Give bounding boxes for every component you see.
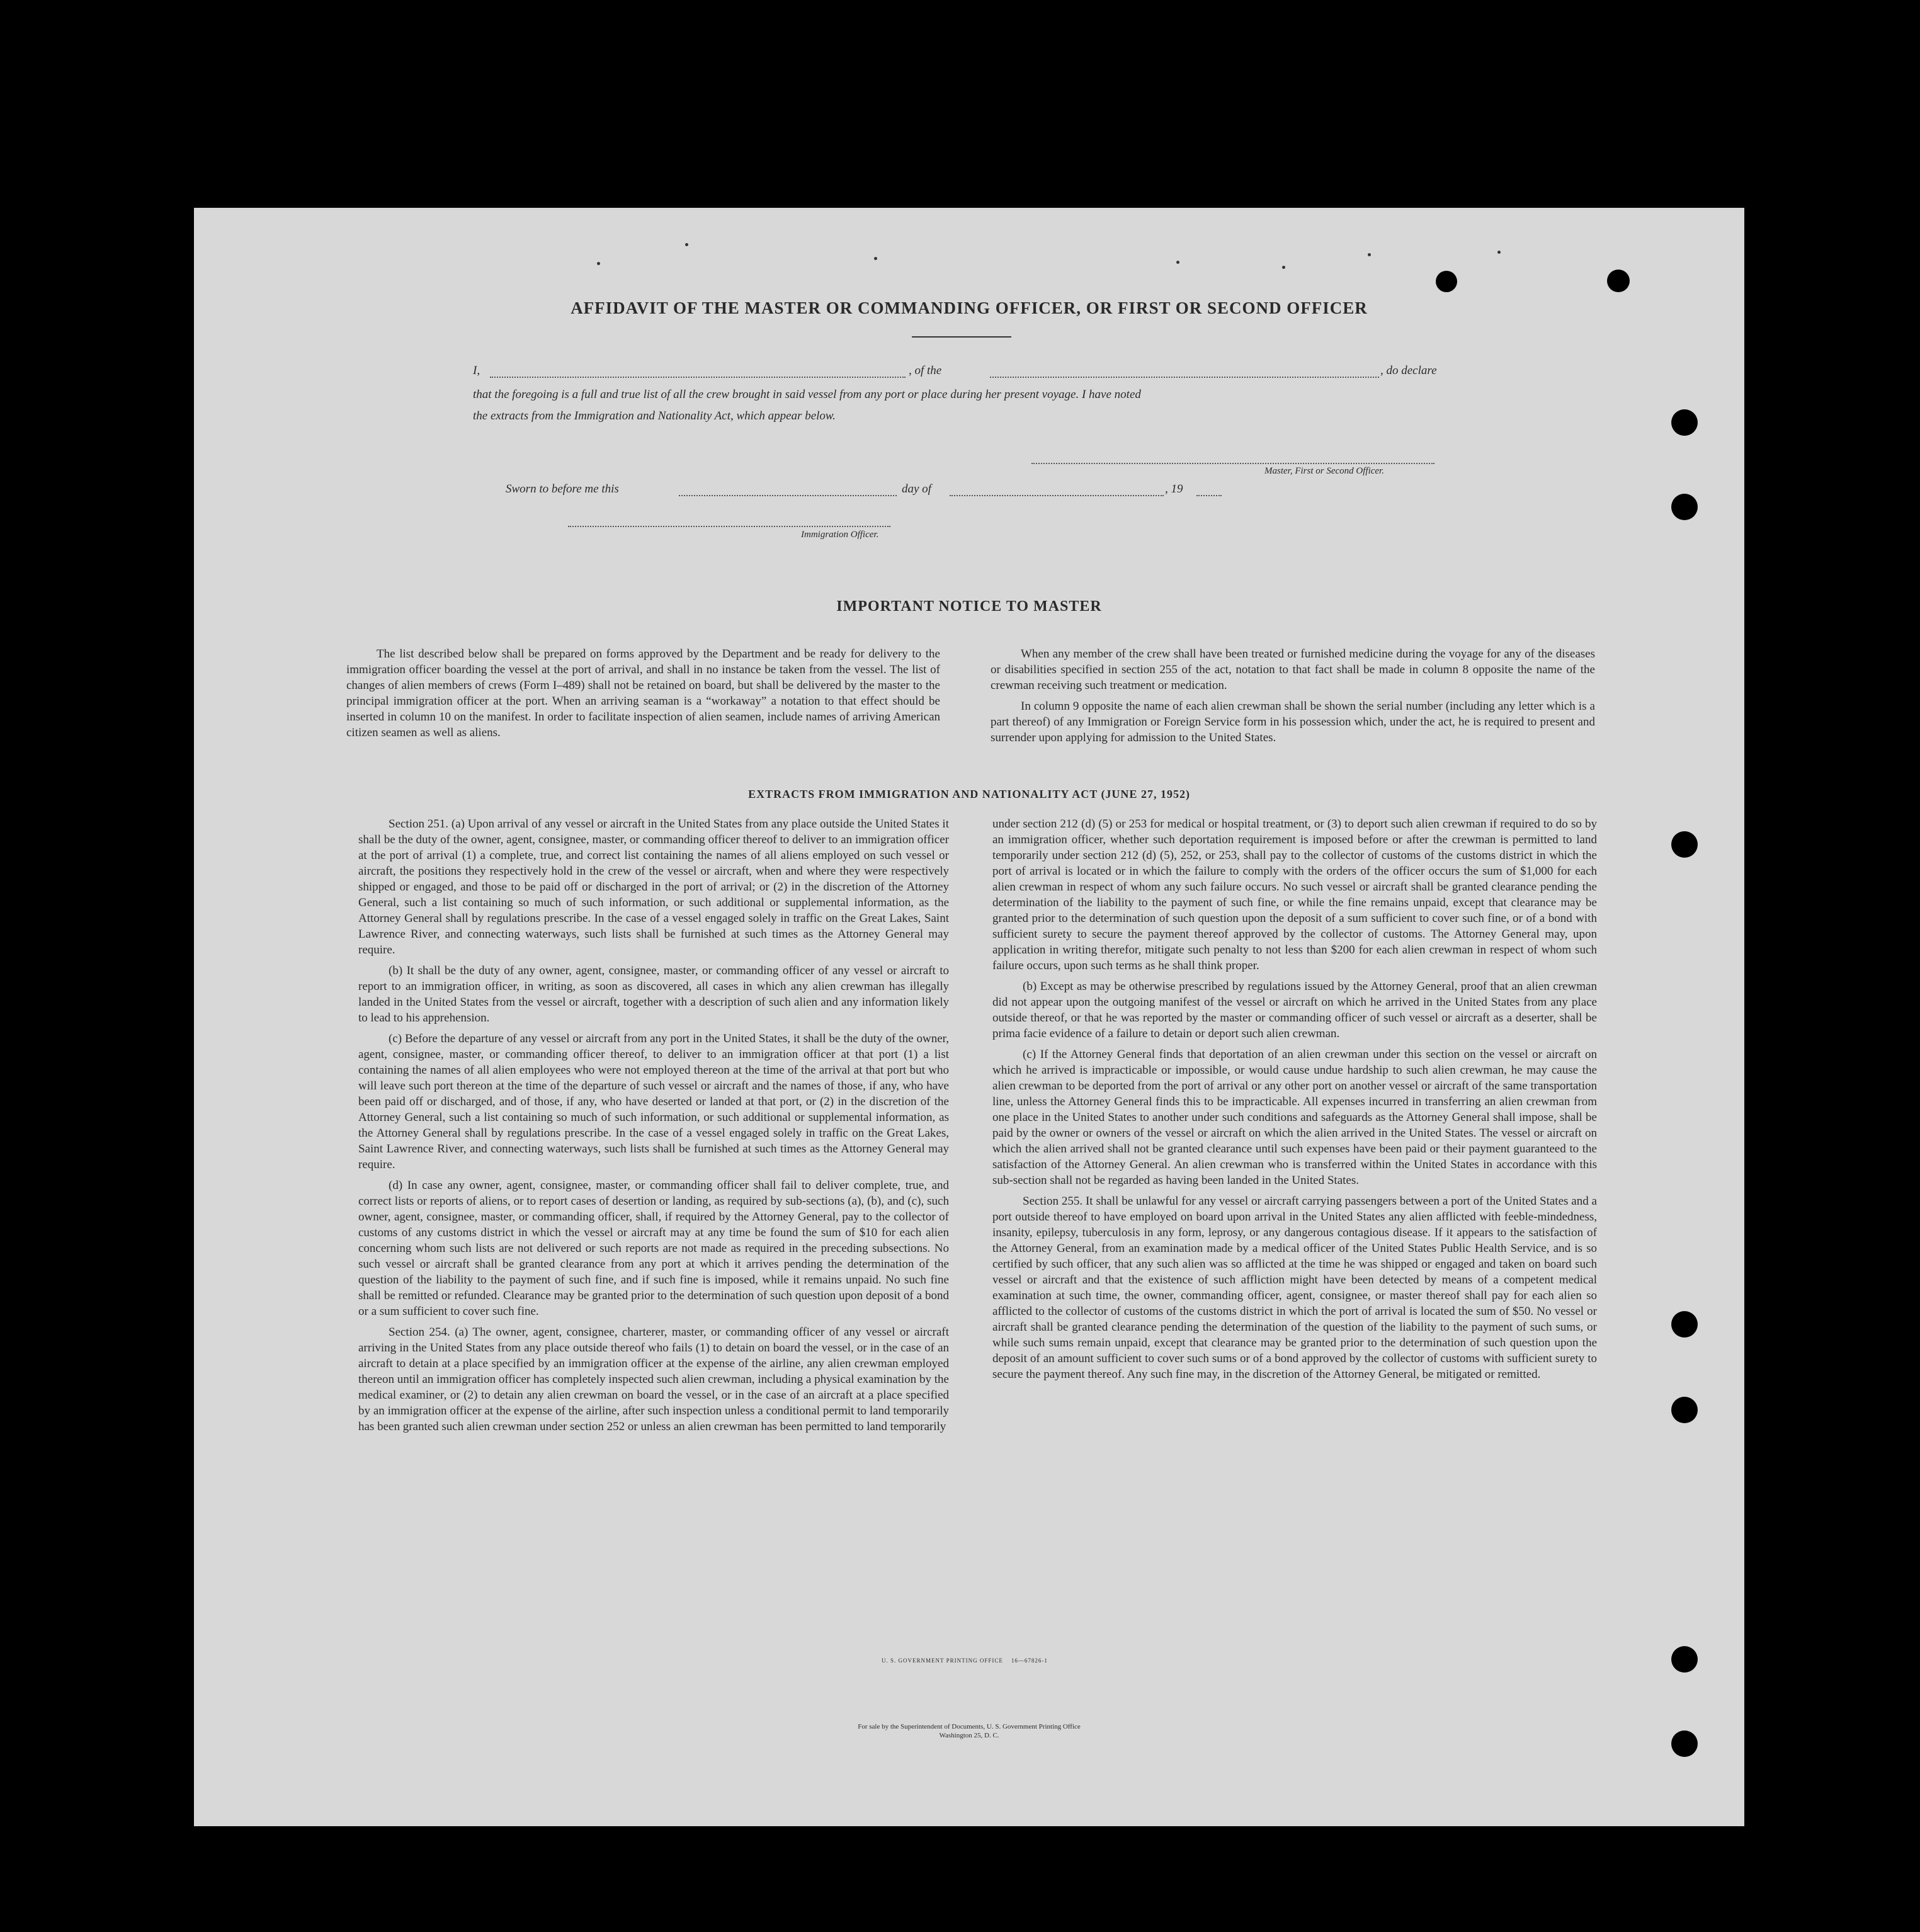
year-label: , 19 [1165,482,1183,496]
day-of-label: day of [902,482,931,496]
affidavit-of-the-label: , of the [909,364,942,377]
sworn-day-field[interactable] [679,495,897,496]
officer-signature-field[interactable] [568,526,890,527]
affidavit-title: AFFIDAVIT OF THE MASTER OR COMMANDING OFFICER, OR FIRST OR SECOND OFFICER [571,298,1368,317]
extract-paragraph: (b) It shall be the duty of any owner, agent, consignee, master, or commanding officer of any vessel or aircraft to report to an immigration officer, in writing, as soon as discovered, all cases in which any alien crewman has illegally landed in the United States from the vessel or aircraft, together with a description of such alien and any information likely to lead to his apprehension. [358,964,949,1025]
punch-hole [1671,831,1698,858]
vessel-name-field[interactable] [990,377,1379,378]
extracts-left-column [358,816,949,1440]
extract-paragraph: Section 251. (a) Upon arrival of any vessel or aircraft in the United States from any place outside the United States it shall be the duty of the owner, agent, consignee, master, or commanding officer thereof to deliver to an immigration officer at the port of arrival (1) a complete, true, and correct list containing the names of all aliens employed on such vessel or aircraft, the positions they respectively hold in the crew of the vessel or aircraft, when and where they were respectively shipped or engaged, and those to be paid off or discharged in the port of arrival; or (2) in the discretion of the Attorney General, such a list containing so much of such information, or such additional or supplemental information, as the Attorney General shall by regulations prescribe. In the case of a vessel engaged solely in traffic on the Great Lakes, Saint Lawrence River, and connecting waterways, such lists shall be furnished at such times as the Attorney General may require. [358,817,949,957]
punch-hole [1671,1397,1698,1423]
extract-paragraph: Section 255. It shall be unlawful for any vessel or aircraft carrying passengers between a port of the United States and a port outside thereof to have employed on board upon arrival in the United States any alien afflicted with feeble-mindedness, insanity, epilepsy, tuberculosis in any form, leprosy, or any dangerous contagious disease. If it appears to the satisfaction of the Attorney General, from an examination made by a medical officer of the United States Public Health Service, and is so certified by such officer, that any such alien was so afflicted at the time he was shipped or engaged and taken on board such vessel or aircraft and that the existence of such affliction might have been detected by means of a competent medical examination at such time, the owner, commanding officer, agent, consignee, or master thereof shall pay for each alien so afflicted to the collector of customs of the customs district in which the port of arrival is located the sum of $50. No vessel or aircraft shall be granted clearance pending the determination of the question of the liability to the payment of such sums, or while such sums remain unpaid, except that clearance may be granted prior to the determination of such question upon the deposit of an amount sufficient to cover such sums or of a bond approved by the collector of customs with sufficient surety to secure the payment thereof. Any such fine may, in the discretion of the Attorney General, be mitigated or remitted. [992,1195,1597,1381]
speck [1176,261,1179,264]
footer-line-1: For sale by the Superintendent of Documents, U. S. Government Printing Office [858,1723,1081,1730]
notice-right-paragraph-1: When any member of the crew shall have been treated or furnished medicine during the voyage for any of the diseases or disabilities specified in section 255 of the act, notation to that fact shall be made in column 8 opposite the name of the crewman receiving such treatment or medication. [991,647,1595,692]
extract-paragraph: (b) Except as may be otherwise prescribed by regulations issued by the Attorney General, proof that an alien crewman did not appear upon the outgoing manifest of the vessel or aircraft on which he arrived in the United States from any place outside thereof, or that he was reported by the master or commanding officer of such vessel or aircraft as a deserter, shall be prima facie evidence of a failure to detain or deport such alien crewman. [992,980,1597,1040]
notice-right-paragraph-2: In column 9 opposite the name of each alien crewman shall be shown the serial number (including any letter which is a part thereof) of any Immigration or Foreign Service form in his possession which, under the act, he is required to present and surrender upon applying for admission to the United States. [991,700,1595,744]
affidavit-statement-line1: that the foregoing is a full and true list of all the crew brought in said vessel from any port or place during her present voyage. I have noted [473,388,1141,401]
extracts-right-column [992,816,1597,1387]
extracts-title: EXTRACTS FROM IMMIGRATION AND NATIONALITY ACT (JUNE 27, 1952) [748,788,1190,800]
punch-hole [1436,271,1457,292]
sworn-label: Sworn to before me this [506,482,619,496]
document-page [194,208,1744,1826]
footer-line-2: Washington 25, D. C. [939,1732,999,1739]
extract-paragraph: (d) In case any owner, agent, consignee, master, or commanding officer shall fail to deliver complete, true, and correct lists or reports of aliens, or to report cases of desertion or landing, as required by sub-sections (a), (b), and (c), such owner, agent, consignee, master, or commanding officer, shall, if required by the Attorney General, pay to the collector of customs of any customs district in which the vessel or aircraft may at any time be found the sum of $10 for each alien concerning whom such lists are not delivered or such reports are not made as required in the preceding subsections. No such vessel or aircraft shall be granted clearance from any port at which it arrives pending the determination of the question of the liability to the payment of such fine, and if such fine is imposed, while it remains unpaid. No such fine shall be remitted or refunded. Clearance may be granted prior to the determination of such question upon deposit of a bond or a sum sufficient to cover such fine. [358,1179,949,1318]
declarant-name-field[interactable] [490,377,906,378]
notice-title: IMPORTANT NOTICE TO MASTER [836,598,1102,615]
punch-hole [1671,409,1698,436]
notice-left-column [346,646,940,741]
extract-paragraph: (c) If the Attorney General finds that deportation of an alien crewman under this section on the vessel or aircraft on which he arrived is impracticable or impossible, or would cause undue hardship to such alien crewman, he may cause the alien crewman to be deported from the port of arrival or any other port on another vessel or aircraft of the same transportation line, unless the Attorney General finds this to be impracticable. All expenses incurred in transferring an alien crewman from one place in the United States to another under such conditions and safeguards as the Attorney General shall impose, shall be paid by the owner or owners of the vessel or aircraft on which the alien arrived in the United States. The vessel or aircraft on which the alien arrived shall not be granted clearance until such expenses have been paid or their payment guaranteed to the satisfaction of the Attorney General. An alien crewman who is transferred within the United States in accordance with this sub-section shall not be regarded as having been landed in the United States. [992,1048,1597,1187]
sworn-year-field[interactable] [1196,495,1222,496]
punch-hole [1671,1311,1698,1338]
speck [1368,253,1371,256]
punch-hole [1671,1730,1698,1757]
notice-right-column [991,646,1595,746]
extract-paragraph: under section 212 (d) (5) or 253 for medical or hospital treatment, or (3) to deport such alien crewman if required to do so by an immigration officer, whether such deportation requirement is imposed before or after the crewman is permitted to land temporarily under section 212 (d) (5), 252, or 253, shall pay to the collector of customs of the customs district in which the port of arrival is located or in which the failure to comply with the orders of the officer occurs the sum of $1,000 for each alien crewman in respect of whom any such failure occurs. No such vessel or aircraft shall be granted clearance pending the determination of the liability to the payment of such fine, or while the fine remains unpaid, except that clearance may be granted prior to the determination of such question upon the deposit of a sum sufficient to cover such fine, or of a bond with sufficient surety to secure the payment thereof approved by the collector of customs. The Attorney General may, upon application in writing therefor, mitigate such penalty to not less than $200 for each alien crewman in respect of whom such failure occurs, upon such terms as he shall think proper. [992,817,1597,972]
master-signature-field[interactable] [1031,463,1434,464]
printing-office-line: U. S. GOVERNMENT PRINTING OFFICE 16—67826-1 [882,1657,1048,1664]
affidavit-statement-line2: the extracts from the Immigration and Nationality Act, which appear below. [473,409,836,423]
punch-hole [1607,270,1630,292]
affidavit-do-declare-label: , do declare [1380,364,1437,377]
speck [1282,266,1285,269]
sworn-month-field[interactable] [950,495,1164,496]
speck [1497,251,1501,254]
officer-signature-label: Immigration Officer. [801,530,879,540]
speck [597,262,600,265]
master-signature-label: Master, First or Second Officer. [1264,466,1384,476]
punch-hole [1671,494,1698,520]
punch-hole [1671,1646,1698,1673]
affidavit-i-label: I, [473,364,480,377]
extract-paragraph: (c) Before the departure of any vessel or aircraft from any port in the United States, it shall be the duty of the owner, agent, consignee, master, or commanding officer thereof, to deliver to an immigration officer at that port (1) a list containing the names of all alien employees who were not employed thereon at the time of the arrival at that port but who will leave such port thereon at the time of the departure of such vessel or aircraft and the names of those, if any, who have been paid off or discharged, and of those, if any, who have deserted or landed at that port, or (2) in the discretion of the Attorney General, such a list containing so much of such information, or such additional or supplemental information, as the Attorney General shall by regulations prescribe. In the case of a vessel engaged solely in traffic on the Great Lakes, Saint Lawrence River, and connecting waterways, such lists shall be furnished at such times as the Attorney General may require. [358,1032,949,1171]
speck [685,243,688,246]
title-divider [912,336,1011,338]
speck [874,257,877,260]
extract-paragraph: Section 254. (a) The owner, agent, consignee, charterer, master, or commanding officer of any vessel or aircraft arriving in the United States from any place outside thereof who fails (1) to detain on board the vessel, or in the case of an aircraft to detain at a place specified by an immigration officer at the expense of the airline, any alien crewman employed thereon until an immigration officer has completely inspected such alien crewman, including a physical examination by the medical examiner, or (2) to detain any alien crewman on board the vessel, or in the case of an aircraft at a place specified by an immigration officer at the expense of the airline, after such inspection unless a conditional permit to land temporarily has been granted such alien crewman under section 252 or unless an alien crewman has been permitted to land temporarily [358,1326,949,1433]
notice-left-paragraph: The list described below shall be prepared on forms approved by the Department and be ready for delivery to the immigration officer boarding the vessel at the port of arrival, and shall in no instance be taken from the vessel. The list of changes of alien members of crews (Form I–489) shall not be retained on board, but shall be delivered by the master to the principal immigration officer at the port. When an arriving seaman is a “workaway” a notation to that effect should be inserted in column 10 on the manifest. In order to facilitate inspection of alien seamen, include names of arriving American citizen seamen as well as aliens. [346,647,940,739]
